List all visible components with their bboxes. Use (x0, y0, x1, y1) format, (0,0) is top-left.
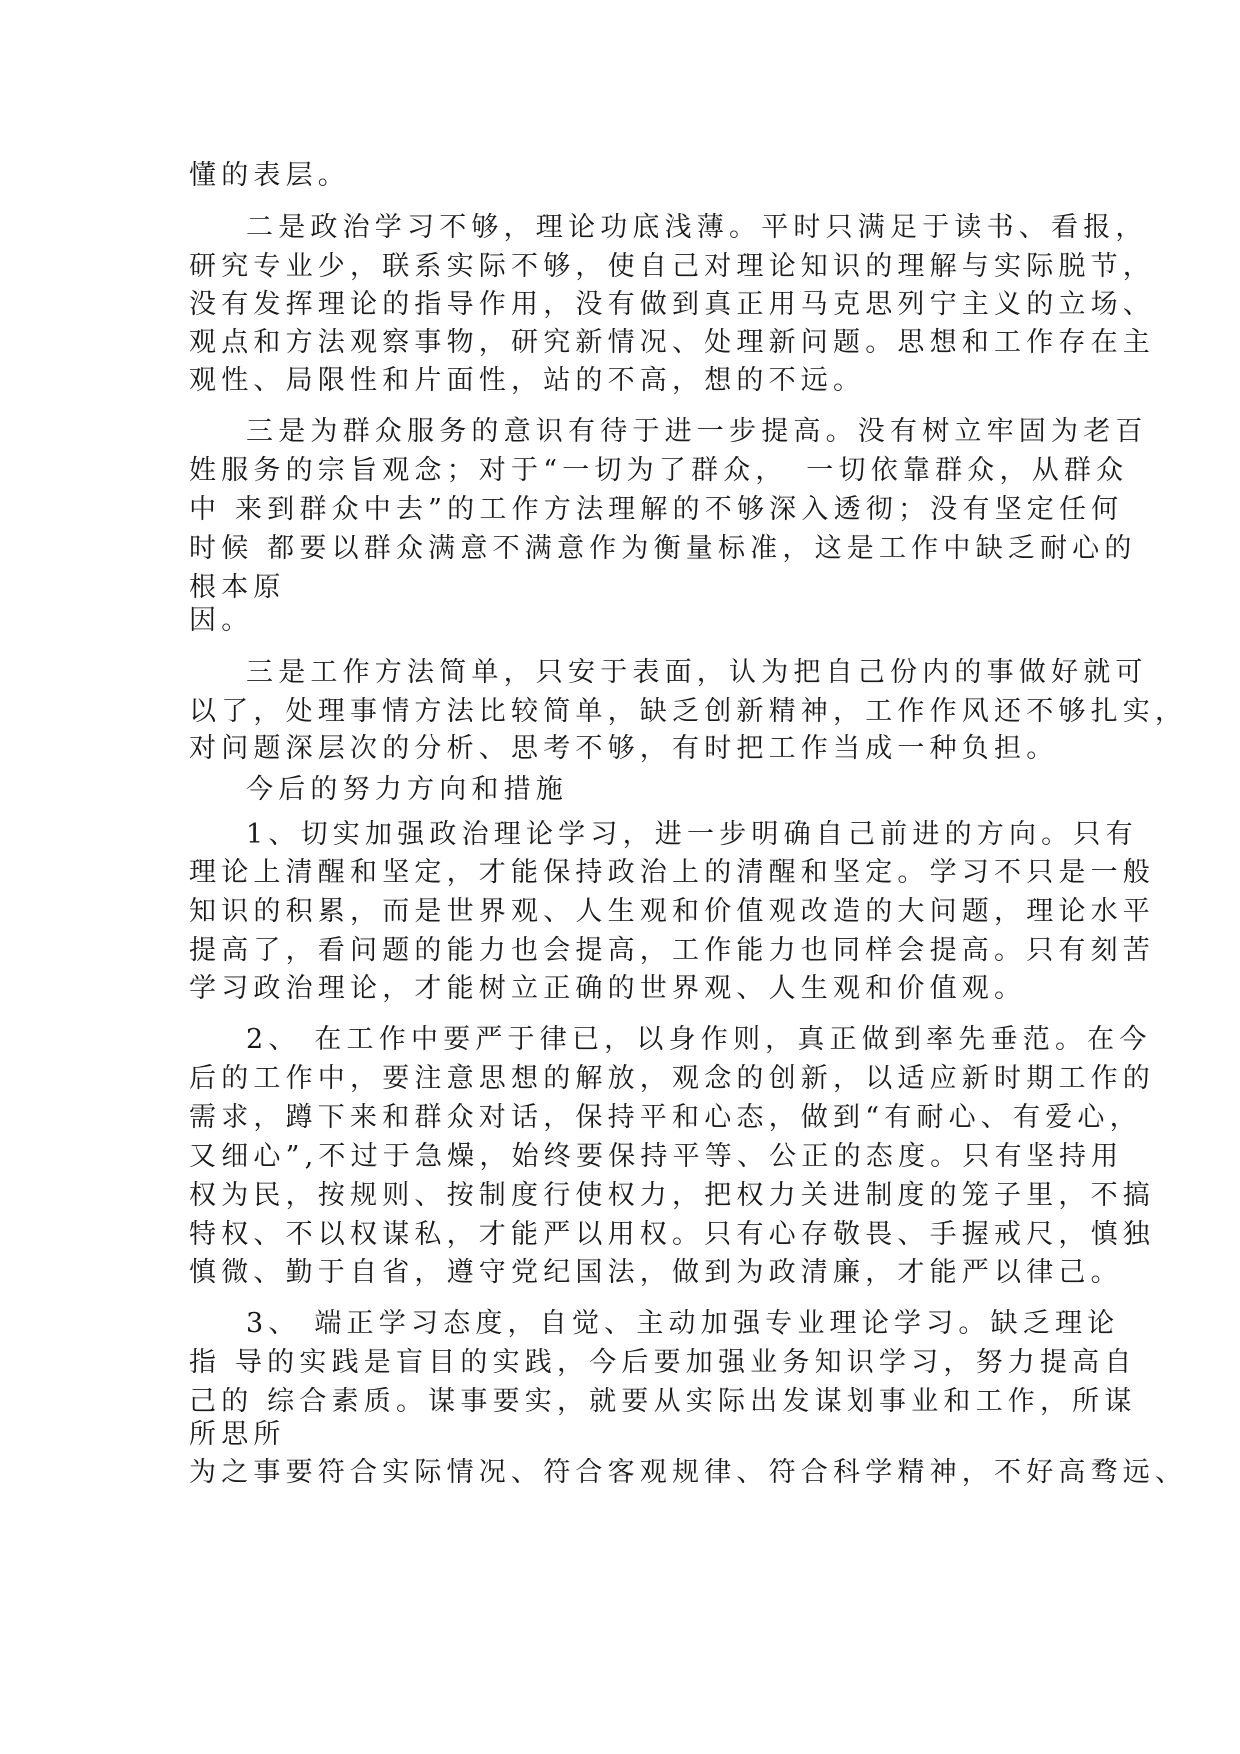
text-line: 时候 都要以群众满意不满意作为衡量标准，这是工作中缺乏耐心的 (189, 533, 1137, 564)
text-line: 因。 (189, 605, 254, 636)
text-line: 1、切实加强政治理论学习，进一步明确自己前进的方向。只有 (246, 819, 1138, 850)
text-line: 三是为群众服务的意识有待于进一步提高。没有树立牢固为老百 (246, 416, 1148, 447)
text-line: 三是工作方法简单，只安于表面，认为把自己份内的事做好就可 (246, 657, 1148, 688)
text-line: 以了，处理事情方法比较简单，缺乏创新精神，工作作风还不够扎实， (189, 696, 1188, 727)
text-line: 知识的积累，而是世界观、人生观和价值观改造的大问题，理论水平 (189, 896, 1155, 927)
section-heading: 今后的努力方向和措施 (246, 774, 568, 805)
text-line: 后的工作中，要注意思想的解放，观念的创新，以适应新时期工作的 (189, 1063, 1155, 1094)
text-line: 观性、局限性和片面性，站的不高，想的不远。 (189, 365, 866, 396)
text-line: 理论上清醒和坚定，才能保持政治上的清醒和坚定。学习不只是一般 (189, 857, 1155, 888)
text-line: 慎微、勤于自省，遵守党纪国法，做到为政清廉，才能严以律己。 (189, 1257, 1123, 1288)
text-line: 学习政治理论，才能树立正确的世界观、人生观和价值观。 (189, 973, 1027, 1004)
text-line: 对问题深层次的分析、思考不够，有时把工作当成一种负担。 (189, 733, 1059, 764)
text-line: 2、 在工作中要严于律已，以身作则，真正做到率先垂范。在今 (246, 1024, 1152, 1055)
text-line: 特权、不以权谋私，才能严以用权。只有心存敬畏、手握戒尺，慎独 (189, 1219, 1155, 1250)
text-line: 懂的表层。 (189, 160, 350, 191)
text-line: 为之事要符合实际情况、符合客观规律、符合科学精神，不好高骛远、 (189, 1457, 1188, 1488)
text-line: 根本原 (189, 572, 286, 603)
text-line: 3、 端正学习态度，自觉、主动加强专业理论学习。缺乏理论 (246, 1308, 1120, 1339)
text-line: 二是政治学习不够，理论功底浅薄。平时只满足于读书、看报， (246, 212, 1148, 243)
text-line: 没有发挥理论的指导作用，没有做到真正用马克思列宁主义的立场、 (189, 289, 1155, 320)
text-line: 所思所 (189, 1419, 286, 1450)
text-line: 己的 综合素质。谋事要实，就要从实际出发谋划事业和工作，所谋 (189, 1386, 1137, 1417)
text-line: 观点和方法观察事物，研究新情况、处理新问题。思想和工作存在主 (189, 327, 1155, 358)
text-line: 提高了，看问题的能力也会提高，工作能力也同样会提高。只有刻苦 (189, 935, 1155, 966)
text-line: 权为民，按规则、按制度行使权力，把权力关进制度的笼子里，不搞 (189, 1180, 1155, 1211)
text-line: 指 导的实践是盲目的实践，今后要加强业务知识学习，努力提高自 (189, 1347, 1137, 1378)
text-line: 中 来到群众中去”的工作方法理解的不够深入透彻；没有坚定任何 (189, 494, 1124, 525)
text-line: 又细心”,不过于急燥，始终要保持平等、公正的态度。只有坚持用 (189, 1141, 1124, 1172)
text-line: 姓服务的宗旨观念；对于“一切为了群众， 一切依靠群众，从群众 (189, 455, 1129, 486)
text-line: 研究专业少，联系实际不够，使自己对理论知识的理解与实际脱节， (189, 251, 1155, 282)
text-line: 需求，蹲下来和群众对话，保持平和心态，做到“有耐心、有爱心， (189, 1102, 1142, 1133)
